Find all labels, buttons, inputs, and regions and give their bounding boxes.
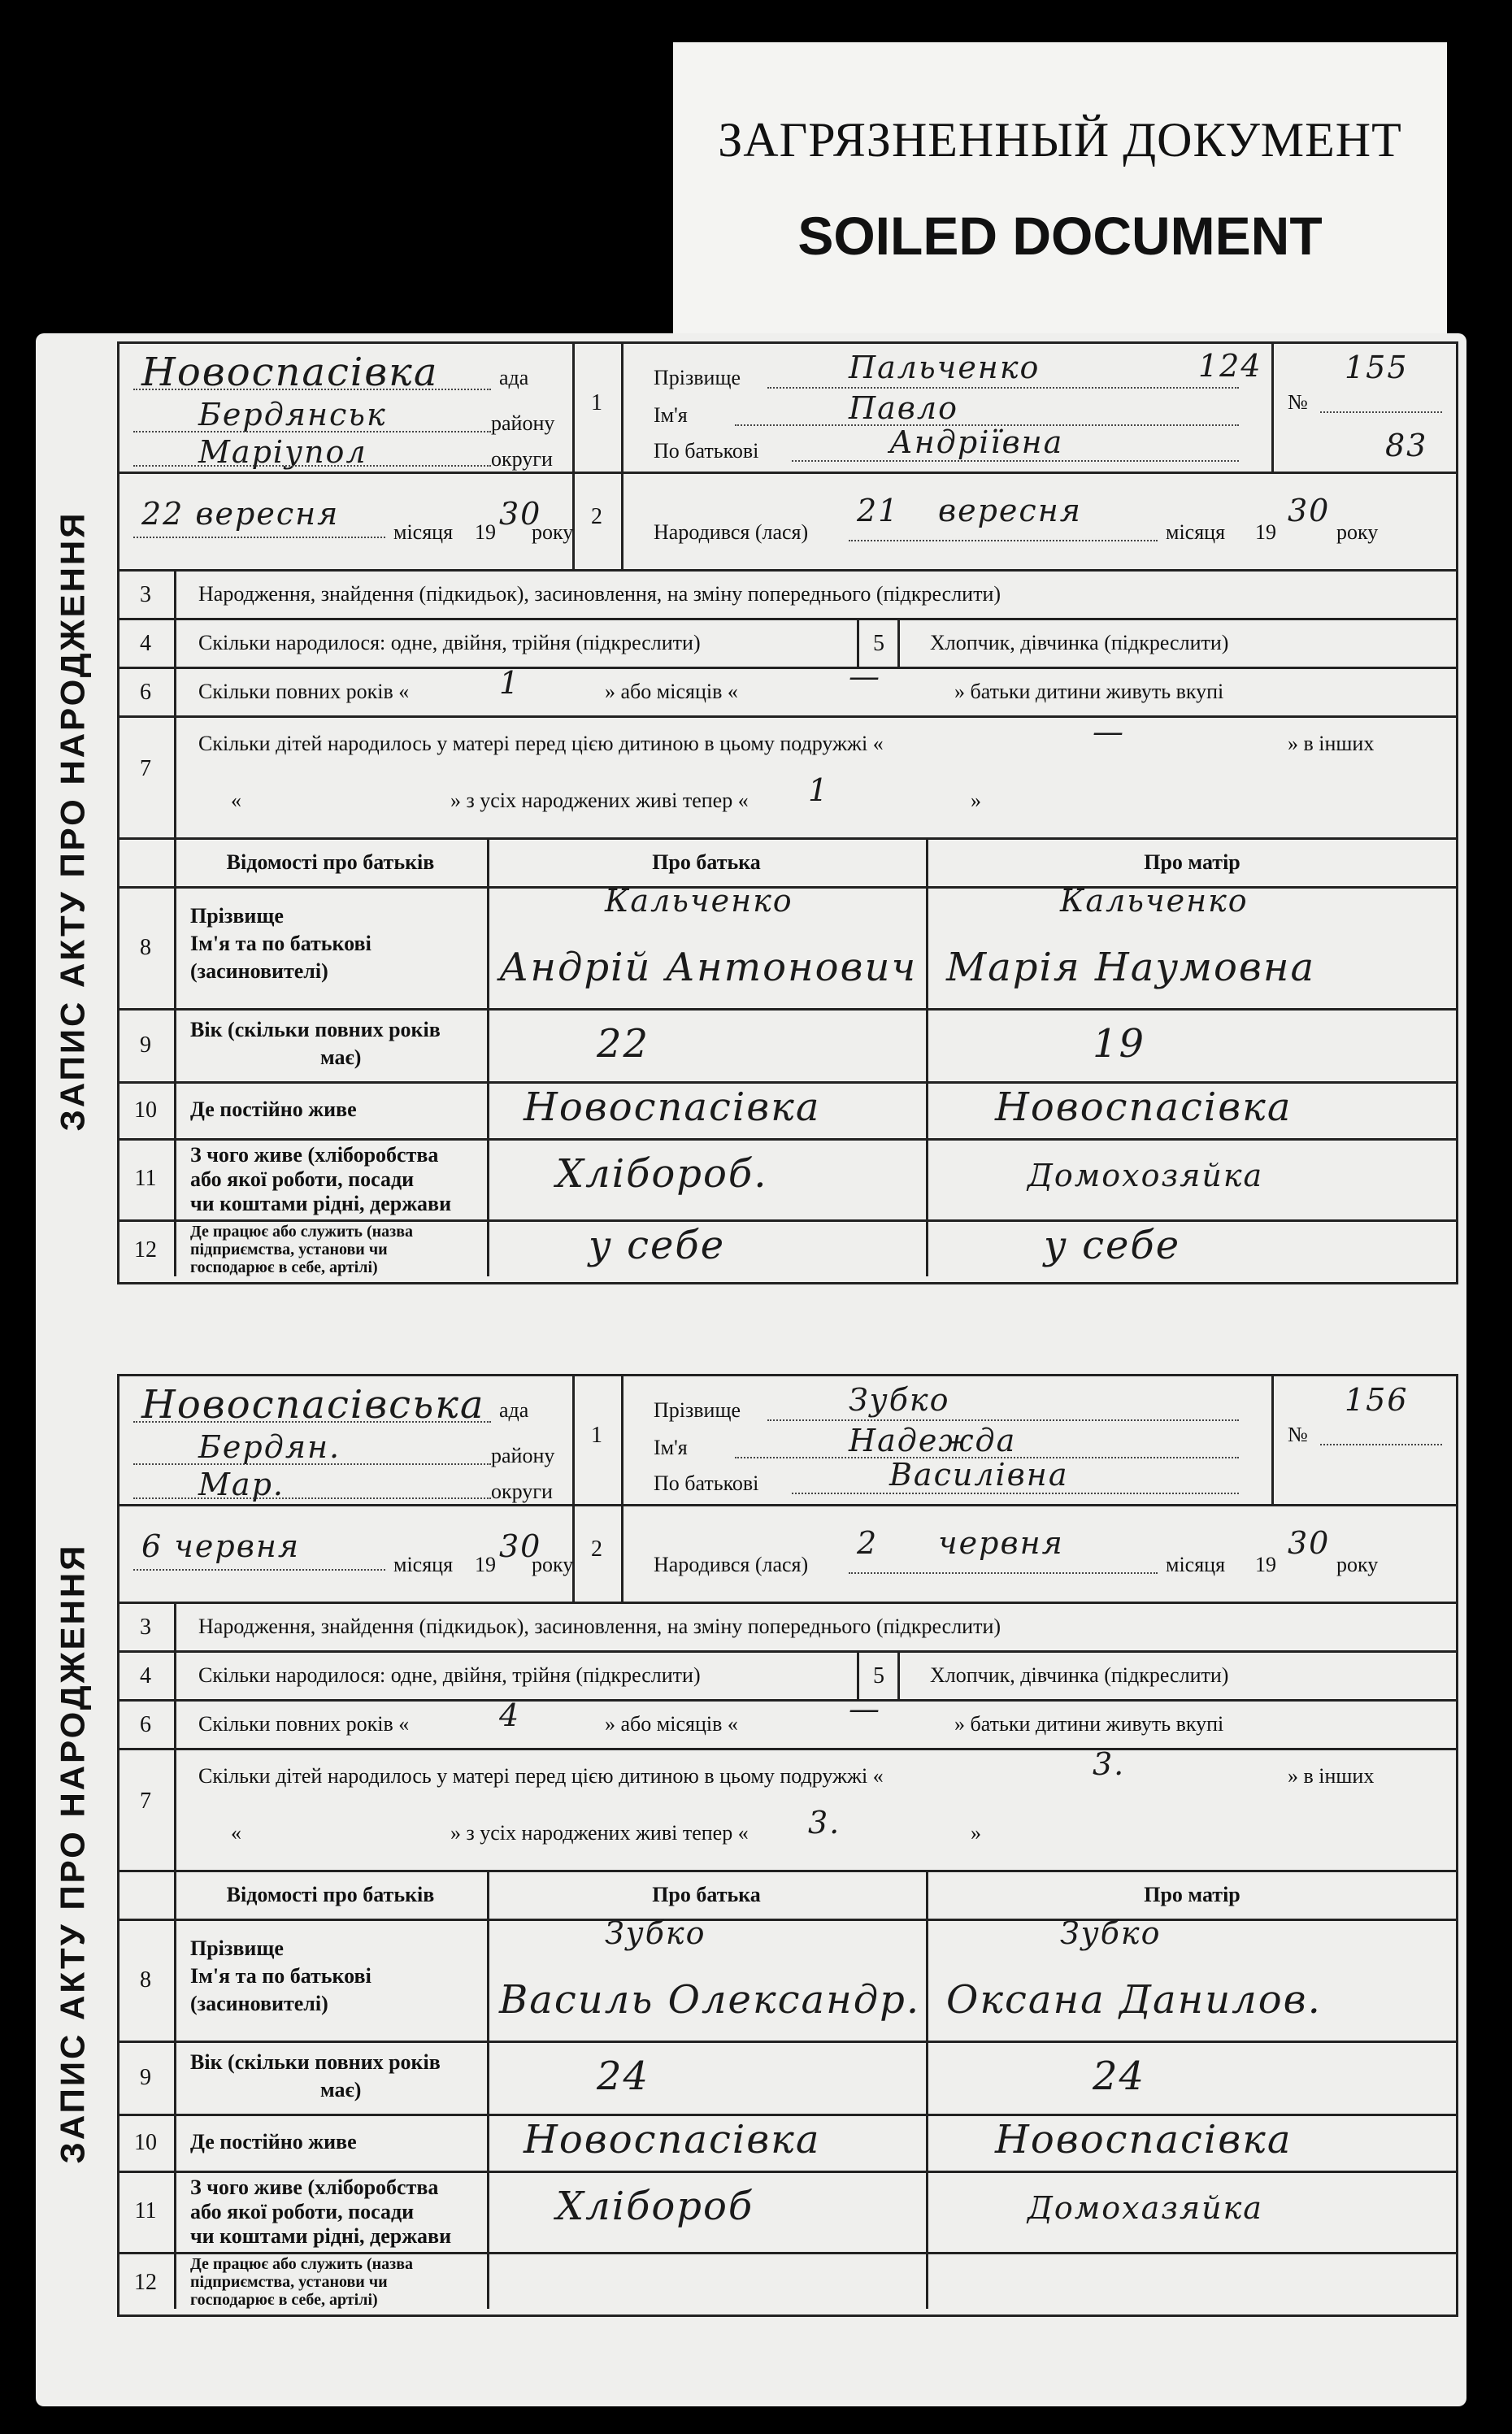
rada-label: ада <box>499 366 529 389</box>
row12-label-3: господарює в себе, артілі) <box>190 1258 378 1276</box>
birth-year-prefix: 19 <box>1255 1553 1276 1576</box>
rayon-label: району <box>491 1444 555 1467</box>
father-occupation: Хлібороб. <box>556 1151 768 1197</box>
year-prefix: 19 <box>475 520 496 544</box>
vertical-title: ЗАПИС АКТУ ПРО НАРОДЖЕННЯ <box>53 1543 91 2164</box>
row7-text-c: « <box>231 1821 241 1845</box>
child-name: Надежда <box>849 1423 1017 1458</box>
row10-label: Де постійно живе <box>190 2130 357 2154</box>
birth-day: 2 <box>857 1525 879 1561</box>
row-number-10: 10 <box>134 1097 157 1123</box>
birth-day: 21 <box>857 493 900 528</box>
act-number: 155 <box>1345 350 1409 385</box>
row6-text-a: Скільки повних років « <box>198 1712 410 1736</box>
act-number: 156 <box>1345 1382 1409 1418</box>
row-number-11: 11 <box>134 1166 157 1191</box>
number-sign: № <box>1288 1423 1308 1446</box>
row-number-11: 11 <box>134 2198 157 2223</box>
row11-label-1: З чого живе (хліборобства <box>190 2175 439 2199</box>
years-together: 1 <box>499 665 521 701</box>
row-number-9: 9 <box>140 1032 151 1058</box>
row11-label-3: чи коштами рідні, держави <box>190 2224 452 2248</box>
row8-label-2: Ім'я та по батькові <box>190 1964 371 1988</box>
parents-header: Відомості про батьків <box>226 850 435 874</box>
father-age: 24 <box>597 2054 650 2099</box>
row-number-12: 12 <box>134 2270 157 2295</box>
mother-header: Про матір <box>1144 850 1240 874</box>
mother-residence: Новоспасівка <box>995 2117 1293 2162</box>
father-surname: Зубко <box>605 1915 706 1951</box>
okruga-label: округи <box>491 447 553 471</box>
label-line-english: SOILED DOCUMENT <box>797 206 1323 266</box>
surname-label: Прізвище <box>654 366 741 389</box>
number-sign: № <box>1288 390 1308 414</box>
mother-header: Про матір <box>1144 1883 1240 1906</box>
row-number-3: 3 <box>140 1615 151 1640</box>
row8-label-2: Ім'я та по батькові <box>190 932 371 955</box>
mother-surname: Кальченко <box>1060 883 1249 919</box>
row-number-1: 1 <box>591 1423 602 1448</box>
row5-text: Хлопчик, дівчинка (підкреслити) <box>930 1663 1229 1687</box>
birth-year: 30 <box>1288 1525 1331 1561</box>
parents-header: Відомості про батьків <box>226 1883 435 1906</box>
month-label: місяця <box>393 520 454 544</box>
row6-text-c: » батьки дитини живуть вкупі <box>954 680 1224 703</box>
birth-month-label: місяця <box>1166 520 1226 544</box>
mother-age: 19 <box>1093 1021 1146 1067</box>
name-label: Ім'я <box>654 403 688 427</box>
row12-label-1: Де працює або служить (назва <box>190 1223 413 1241</box>
father-surname: Кальченко <box>605 883 793 919</box>
row9-label-1: Вік (скільки повних років <box>190 2050 441 2074</box>
row7-text-e: » <box>971 1821 981 1845</box>
row-number-6: 6 <box>140 1712 151 1737</box>
row-number-4: 4 <box>140 631 151 656</box>
row10-label: Де постійно живе <box>190 1097 357 1121</box>
label-line-russian: ЗАГРЯЗНЕННЫЙ ДОКУМЕНТ <box>718 113 1402 167</box>
father-occupation: Хлібороб <box>556 2184 754 2229</box>
row-number-4: 4 <box>140 1663 151 1689</box>
rada-label: ада <box>499 1398 529 1422</box>
row-number-7: 7 <box>140 1789 151 1814</box>
row5-text: Хлопчик, дівчинка (підкреслити) <box>930 631 1229 654</box>
row7-text-d: » з усіх народжених живі тепер « <box>450 789 749 812</box>
row11-label-2: або якої роботи, посади <box>190 1167 415 1191</box>
row7-text-a: Скільки дітей народилось у матері перед цією дитиною в цьому подружжі « <box>198 1764 884 1788</box>
mother-name: Марія Наумовна <box>946 945 1316 990</box>
row12-label-2: підприємства, установи чи <box>190 2273 388 2291</box>
patronymic-label: По батькові <box>654 1471 759 1495</box>
registration-date: 6 червня <box>141 1528 301 1564</box>
father-workplace: у себе <box>589 1223 726 1268</box>
birth-year-prefix: 19 <box>1255 520 1276 544</box>
row7-text-c: « <box>231 789 241 812</box>
row12-label-2: підприємства, установи чи <box>190 1241 388 1258</box>
row7-text-b: » в інших <box>1288 1764 1375 1788</box>
month-label: місяця <box>393 1553 454 1576</box>
birth-year-label: року <box>1336 520 1379 544</box>
child-surname: Зубко <box>849 1382 950 1418</box>
birth-year: 30 <box>1288 493 1331 528</box>
row7-text-d: » з усіх народжених живі тепер « <box>450 1821 749 1845</box>
act-sub-number: 83 <box>1385 428 1428 463</box>
row9-label-1: Вік (скільки повних років <box>190 1018 441 1041</box>
row6-text-b: » або місяців « <box>605 1712 738 1736</box>
row12-label-3: господарює в себе, артілі) <box>190 2291 378 2309</box>
row9-label-2: має) <box>320 1045 362 1069</box>
children-alive: 1 <box>808 772 830 808</box>
surname-label: Прізвище <box>654 1398 741 1422</box>
row11-label-2: або якої роботи, посади <box>190 2200 415 2223</box>
row-number-5: 5 <box>873 631 884 656</box>
patronymic-label: По батькові <box>654 439 759 463</box>
registration-date: 22 вересня <box>141 496 340 532</box>
row-number-1: 1 <box>591 390 602 415</box>
father-residence: Новоспасівка <box>524 1084 821 1130</box>
rayon-value: Бердян. <box>198 1429 341 1465</box>
father-name: Андрій Антонович <box>499 945 918 990</box>
birth-month-label: місяця <box>1166 1553 1226 1576</box>
child-surname: Пальченко <box>849 350 1041 385</box>
row7-text-a: Скільки дітей народилось у матері перед цією дитиною в цьому подружжі « <box>198 732 884 755</box>
months-together: — <box>849 658 881 694</box>
born-label: Народився (лася) <box>654 1553 809 1576</box>
row-number-3: 3 <box>140 582 151 607</box>
rada-value: Новоспасівська <box>141 1382 485 1428</box>
year-label: року <box>532 520 574 544</box>
vertical-title: ЗАПИС АКТУ ПРО НАРОДЖЕННЯ <box>53 511 91 1132</box>
mother-occupation: Домохозяйка <box>1028 1158 1264 1193</box>
row-number-7: 7 <box>140 756 151 781</box>
row3-text: Народження, знайдення (підкидьок), засиновлення, на зміну попереднього (підкреслити) <box>198 1615 1001 1638</box>
row-number-8: 8 <box>140 1967 151 1993</box>
mother-surname: Зубко <box>1060 1915 1162 1951</box>
okruga-value: Мар. <box>198 1467 285 1502</box>
row-number-10: 10 <box>134 2130 157 2155</box>
rayon-label: району <box>491 411 555 435</box>
name-label: Ім'я <box>654 1436 688 1459</box>
row4-text: Скільки народилося: одне, двійня, трійня (підкреслити) <box>198 1663 701 1687</box>
children-before: 3. <box>1093 1746 1126 1782</box>
row11-label-1: З чого живе (хліборобства <box>190 1143 439 1167</box>
row-number-8: 8 <box>140 935 151 960</box>
year-prefix: 19 <box>475 1553 496 1576</box>
father-name: Василь Олександр. <box>499 1977 921 2023</box>
row6-text-c: » батьки дитини живуть вкупі <box>954 1712 1224 1736</box>
registration-year: 30 <box>499 496 542 532</box>
row12-label-1: Де працює або служить (назва <box>190 2255 413 2273</box>
row-number-12: 12 <box>134 1237 157 1263</box>
row4-text: Скільки народилося: одне, двійня, трійня (підкреслити) <box>198 631 701 654</box>
register-page <box>36 333 1466 2406</box>
okruga-label: округи <box>491 1480 553 1503</box>
row9-label-2: має) <box>320 2078 362 2101</box>
row-number-2: 2 <box>591 504 602 529</box>
father-residence: Новоспасівка <box>524 2117 821 2162</box>
row8-label-3: (засиновителі) <box>190 1992 328 2015</box>
father-header: Про батька <box>652 850 761 874</box>
rada-value: Новоспасівка <box>141 350 439 395</box>
year-label: року <box>532 1553 574 1576</box>
children-before: — <box>1093 714 1125 750</box>
father-age: 22 <box>597 1021 650 1067</box>
mother-workplace: у себе <box>1044 1223 1181 1268</box>
soiled-document-label <box>673 42 1447 345</box>
child-patronymic: Андріївна <box>889 424 1064 460</box>
birth-month: червня <box>938 1525 1064 1561</box>
child-name: Павло <box>849 390 958 426</box>
birth-month: вересня <box>938 493 1082 528</box>
row-number-6: 6 <box>140 680 151 705</box>
row-number-5: 5 <box>873 1663 884 1689</box>
row11-label-3: чи коштами рідні, держави <box>190 1192 452 1215</box>
rayon-value: Бердянськ <box>198 397 387 432</box>
row7-text-b: » в інших <box>1288 732 1375 755</box>
row8-label-1: Прізвище <box>190 1936 284 1960</box>
mother-name: Оксана Данилов. <box>946 1977 1322 2023</box>
row7-text-e: » <box>971 789 981 812</box>
mother-residence: Новоспасівка <box>995 1084 1293 1130</box>
row-number-9: 9 <box>140 2065 151 2090</box>
registration-year: 30 <box>499 1528 542 1564</box>
row-number-2: 2 <box>591 1536 602 1562</box>
mother-occupation: Домохазяйка <box>1028 2190 1263 2226</box>
okruga-value: Маріупол <box>198 434 367 470</box>
father-header: Про батька <box>652 1883 761 1906</box>
mother-age: 24 <box>1093 2054 1146 2099</box>
row8-label-3: (засиновителі) <box>190 959 328 983</box>
birth-year-label: року <box>1336 1553 1379 1576</box>
row8-label-1: Прізвище <box>190 904 284 928</box>
born-label: Народився (лася) <box>654 520 809 544</box>
row6-text-a: Скільки повних років « <box>198 680 410 703</box>
child-patronymic: Василівна <box>889 1457 1069 1493</box>
extra-mark: 124 <box>1198 348 1262 384</box>
row3-text: Народження, знайдення (підкидьок), засиновлення, на зміну попереднього (підкреслити) <box>198 582 1001 606</box>
months-together: — <box>849 1691 881 1727</box>
row6-text-b: » або місяців « <box>605 680 738 703</box>
years-together: 4 <box>499 1697 521 1733</box>
children-alive: 3. <box>808 1805 841 1841</box>
